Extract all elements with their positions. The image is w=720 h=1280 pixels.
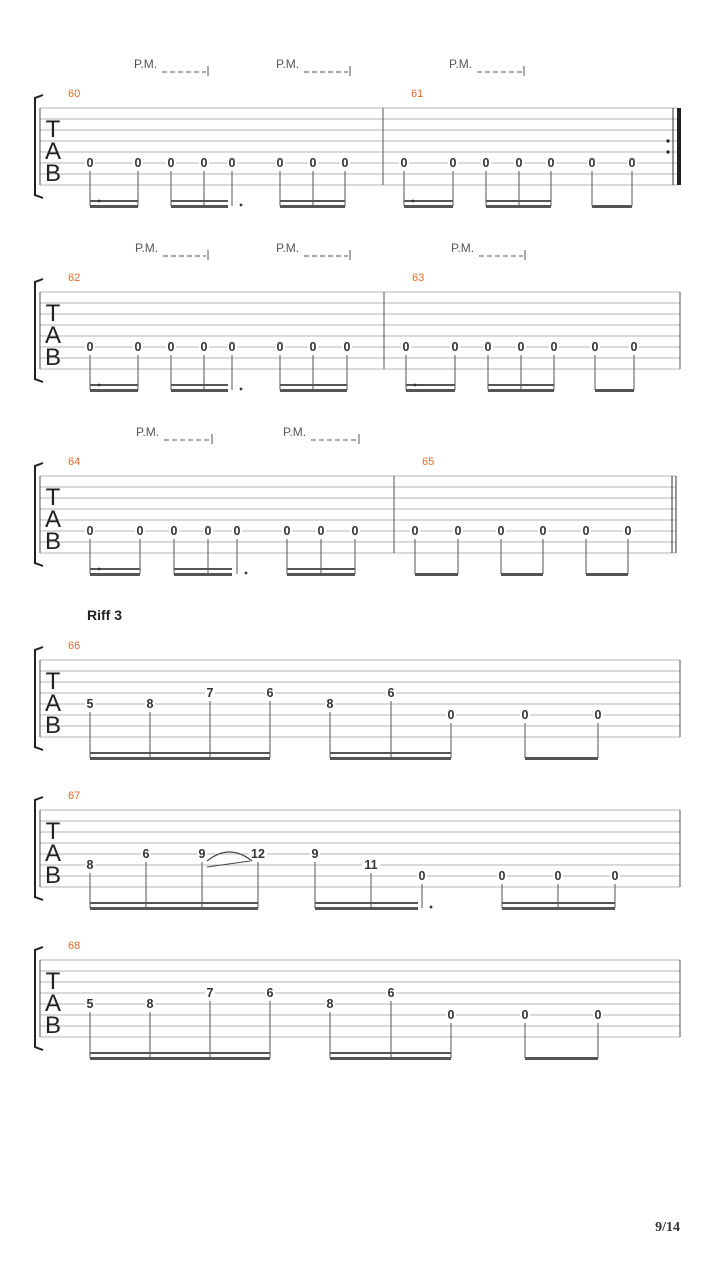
beam [90, 573, 140, 576]
page-number: 9/14 [655, 1220, 680, 1235]
fret-number: 0 [447, 1008, 455, 1022]
system-bracket [35, 95, 43, 198]
tab-system [35, 640, 680, 760]
tab-clef-letter: T [45, 968, 61, 995]
fret-number: 0 [582, 524, 590, 538]
beam [501, 573, 543, 576]
beam [174, 573, 232, 576]
fret-number: 0 [276, 340, 284, 354]
fret-number: 0 [228, 340, 236, 354]
palm-mute-label: P.M. [135, 241, 159, 255]
fret-number: 0 [402, 340, 410, 354]
fret-number: 0 [86, 340, 94, 354]
fret-number: 0 [309, 340, 317, 354]
system-bracket [35, 463, 43, 566]
beam [90, 205, 138, 208]
fret-number: 0 [86, 524, 94, 538]
measure-number: 63 [412, 272, 425, 284]
fret-number: 0 [167, 340, 175, 354]
tab-clef-letter: A [44, 840, 62, 867]
repeat-barline-thick [677, 108, 681, 185]
beam [90, 389, 138, 392]
fret-number: 0 [343, 340, 351, 354]
measure-number: 64 [68, 456, 81, 468]
fret-number: 11 [364, 858, 378, 872]
beam [502, 907, 615, 910]
beam [406, 389, 455, 392]
tab-clef-letter: T [45, 818, 61, 845]
fret-number: 0 [449, 156, 457, 170]
fret-number: 0 [86, 156, 94, 170]
fret-number: 0 [351, 524, 359, 538]
beam [171, 205, 228, 208]
fret-number: 0 [167, 156, 175, 170]
fret-number: 0 [517, 340, 525, 354]
fret-number: 6 [387, 986, 395, 1000]
fret-number: 7 [206, 986, 214, 1000]
tab-system [35, 241, 680, 392]
tab-system [35, 940, 680, 1060]
fret-number: 0 [550, 340, 558, 354]
beam [525, 1057, 598, 1060]
beam-secondary [90, 752, 270, 754]
beam-secondary [280, 200, 345, 202]
slide-line [207, 861, 250, 867]
measure-number: 68 [68, 940, 81, 952]
fret-number: 0 [594, 708, 602, 722]
beam [592, 205, 632, 208]
repeat-dot [666, 150, 669, 153]
fret-number: 0 [309, 156, 317, 170]
palm-mute-label: P.M. [276, 241, 300, 255]
dotted-note [98, 568, 101, 571]
fret-number: 12 [251, 847, 265, 861]
fret-number: 6 [142, 847, 150, 861]
rhythm-dot [430, 906, 433, 909]
beam-secondary [406, 384, 455, 386]
beam-secondary [280, 384, 347, 386]
measure-number: 60 [68, 88, 81, 100]
beam [415, 573, 458, 576]
fret-number: 0 [170, 524, 178, 538]
beam [90, 757, 270, 760]
fret-number: 0 [521, 1008, 529, 1022]
tab-clef-letter: A [44, 690, 62, 717]
tab-clef-letter: A [44, 138, 62, 165]
fret-number: 0 [341, 156, 349, 170]
palm-mute-label: P.M. [449, 57, 473, 71]
tab-clef-letter: B [44, 160, 62, 187]
dotted-note [414, 384, 417, 387]
tab-clef-letter: B [44, 862, 62, 889]
beam-secondary [171, 384, 228, 386]
fret-number: 6 [266, 986, 274, 1000]
tab-clef-letter: B [44, 712, 62, 739]
beam-secondary [502, 902, 615, 904]
rhythm-dot [240, 204, 243, 207]
beam-secondary [330, 752, 451, 754]
slide-slur [207, 852, 252, 861]
tab-clef-letter: A [44, 322, 62, 349]
beam [525, 757, 598, 760]
beam [486, 205, 551, 208]
tab-clef-letter: B [44, 344, 62, 371]
beam-secondary [90, 200, 138, 202]
fret-number: 8 [146, 697, 154, 711]
measure-number: 62 [68, 272, 81, 284]
fret-number: 0 [451, 340, 459, 354]
fret-number: 0 [547, 156, 555, 170]
fret-number: 0 [200, 340, 208, 354]
beam-secondary [287, 568, 355, 570]
fret-number: 6 [266, 686, 274, 700]
fret-number: 0 [134, 340, 142, 354]
palm-mute-label: P.M. [451, 241, 475, 255]
fret-number: 0 [482, 156, 490, 170]
dotted-note [98, 384, 101, 387]
fret-number: 0 [447, 708, 455, 722]
fret-number: 0 [276, 156, 284, 170]
fret-number: 0 [497, 524, 505, 538]
tab-system [35, 790, 680, 910]
system-bracket [35, 797, 43, 900]
fret-number: 0 [539, 524, 547, 538]
beam-secondary [330, 1052, 451, 1054]
beam [90, 907, 258, 910]
section-label: Riff 3 [87, 607, 122, 623]
tab-clef-letter: B [44, 1012, 62, 1039]
fret-number: 7 [206, 686, 214, 700]
fret-number: 9 [198, 847, 206, 861]
fret-number: 0 [521, 708, 529, 722]
system-bracket [35, 947, 43, 1050]
fret-number: 0 [136, 524, 144, 538]
fret-number: 0 [594, 1008, 602, 1022]
fret-number: 0 [200, 156, 208, 170]
tab-clef-letter: A [44, 506, 62, 533]
tab-clef-letter: A [44, 990, 62, 1017]
fret-number: 0 [484, 340, 492, 354]
beam-secondary [315, 902, 418, 904]
system-bracket [35, 279, 43, 382]
fret-number: 8 [326, 997, 334, 1011]
beam [586, 573, 628, 576]
fret-number: 0 [418, 869, 426, 883]
beam [330, 757, 451, 760]
palm-mute-label: P.M. [136, 425, 160, 439]
measure-number: 61 [411, 88, 424, 100]
fret-number: 0 [317, 524, 325, 538]
beam-secondary [90, 902, 258, 904]
beam [280, 205, 345, 208]
fret-number: 9 [311, 847, 319, 861]
system-bracket [35, 647, 43, 750]
beam-secondary [488, 384, 554, 386]
beam [488, 389, 554, 392]
fret-number: 8 [326, 697, 334, 711]
beam [90, 1057, 270, 1060]
tab-clef-letter: B [44, 528, 62, 555]
palm-mute-label: P.M. [276, 57, 300, 71]
beam-secondary [90, 384, 138, 386]
rhythm-dot [240, 388, 243, 391]
fret-number: 0 [233, 524, 241, 538]
beam-secondary [174, 568, 232, 570]
fret-number: 5 [86, 997, 94, 1011]
tab-clef-letter: T [45, 116, 61, 143]
fret-number: 0 [611, 869, 619, 883]
beam [315, 907, 418, 910]
fret-number: 0 [454, 524, 462, 538]
fret-number: 6 [387, 686, 395, 700]
fret-number: 0 [588, 156, 596, 170]
fret-number: 0 [624, 524, 632, 538]
beam [287, 573, 355, 576]
dotted-note [98, 200, 101, 203]
fret-number: 0 [204, 524, 212, 538]
beam [171, 389, 228, 392]
fret-number: 0 [591, 340, 599, 354]
fret-number: 0 [498, 869, 506, 883]
tab-clef-letter: T [45, 484, 61, 511]
fret-number: 0 [400, 156, 408, 170]
fret-number: 0 [628, 156, 636, 170]
fret-number: 8 [86, 858, 94, 872]
beam-secondary [404, 200, 453, 202]
fret-number: 5 [86, 697, 94, 711]
measure-number: 66 [68, 640, 81, 652]
beam [280, 389, 347, 392]
fret-number: 0 [411, 524, 419, 538]
tab-system [35, 57, 681, 208]
tab-clef-letter: T [45, 300, 61, 327]
fret-number: 0 [554, 869, 562, 883]
dotted-note [412, 200, 415, 203]
fret-number: 0 [134, 156, 142, 170]
beam-secondary [90, 1052, 270, 1054]
fret-number: 0 [515, 156, 523, 170]
beam [595, 389, 634, 392]
measure-number: 65 [422, 456, 435, 468]
palm-mute-label: P.M. [134, 57, 158, 71]
fret-number: 0 [630, 340, 638, 354]
fret-number: 0 [228, 156, 236, 170]
tab-clef-letter: T [45, 668, 61, 695]
beam [404, 205, 453, 208]
rhythm-dot [245, 572, 248, 575]
tab-system [35, 425, 676, 576]
fret-number: 8 [146, 997, 154, 1011]
measure-number: 67 [68, 790, 81, 802]
fret-number: 0 [283, 524, 291, 538]
repeat-dot [666, 139, 669, 142]
beam-secondary [171, 200, 228, 202]
palm-mute-label: P.M. [283, 425, 307, 439]
beam [330, 1057, 451, 1060]
beam-secondary [90, 568, 140, 570]
beam-secondary [486, 200, 551, 202]
